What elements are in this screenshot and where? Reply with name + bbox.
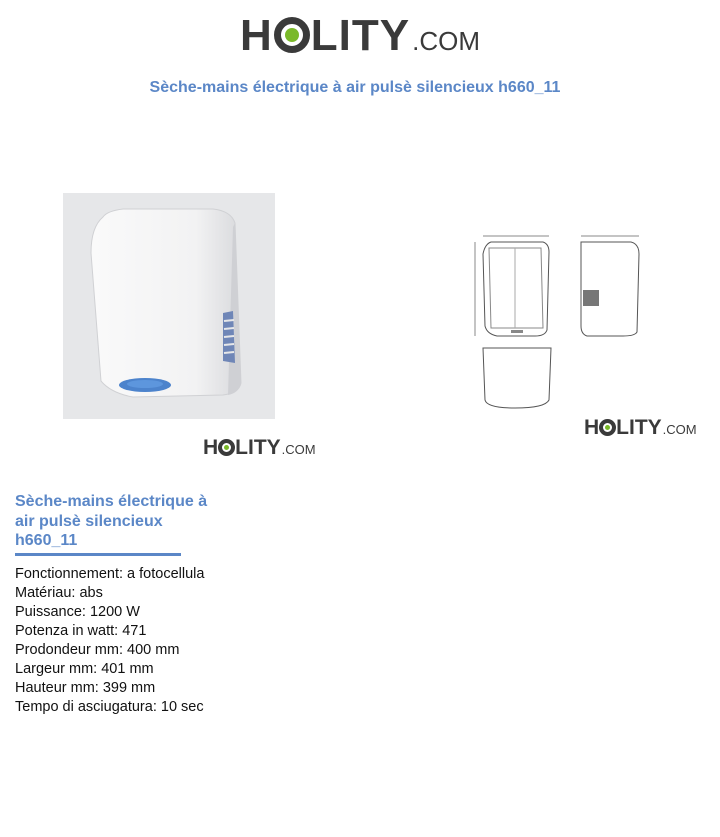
logo-text-h: H <box>584 416 600 439</box>
spec-item: Largeur mm: 401 mm <box>15 661 154 677</box>
spec-list <box>15 565 204 717</box>
logo-text-lity: LITY <box>310 11 411 60</box>
title-divider <box>15 553 181 556</box>
page-title: Sèche-mains électrique à air pulsè silencieux h660_11 <box>149 79 561 96</box>
logo-text-h: H <box>240 11 273 60</box>
holity-logo-small <box>203 437 316 458</box>
spec-item: Prodondeur mm: 400 mm <box>15 642 180 658</box>
technical-drawing <box>455 230 665 415</box>
logo-text-h: H <box>203 436 219 459</box>
logo-o-icon <box>599 419 616 436</box>
spec-item: Puissance: 1200 W <box>15 604 140 620</box>
spec-item: Potenza in watt: 471 <box>15 623 147 639</box>
logo-text-domain: .COM <box>281 442 316 457</box>
spec-item: Fonctionnement: a fotocellula <box>15 566 205 582</box>
dimension-drawing-image <box>455 230 665 415</box>
product-photo <box>63 193 275 419</box>
spec-item: Tempo di asciugatura: 10 sec <box>15 699 204 715</box>
logo-o-icon <box>274 17 310 53</box>
logo-o-icon <box>218 439 235 456</box>
holity-logo-small-2 <box>584 417 697 438</box>
holity-logo[interactable] <box>240 11 480 60</box>
logo-text-domain: .COM <box>662 422 697 437</box>
product-title: Sèche-mains électrique à air pulsè silencieux h660_11 <box>15 493 208 549</box>
logo-text-domain: .COM <box>412 26 480 56</box>
hand-dryer-image <box>63 193 275 419</box>
spec-item: Hauteur mm: 399 mm <box>15 680 156 696</box>
logo-text-lity: LITY <box>616 416 662 439</box>
spec-item: Matériau: abs <box>15 585 103 601</box>
logo-text-lity: LITY <box>235 436 281 459</box>
